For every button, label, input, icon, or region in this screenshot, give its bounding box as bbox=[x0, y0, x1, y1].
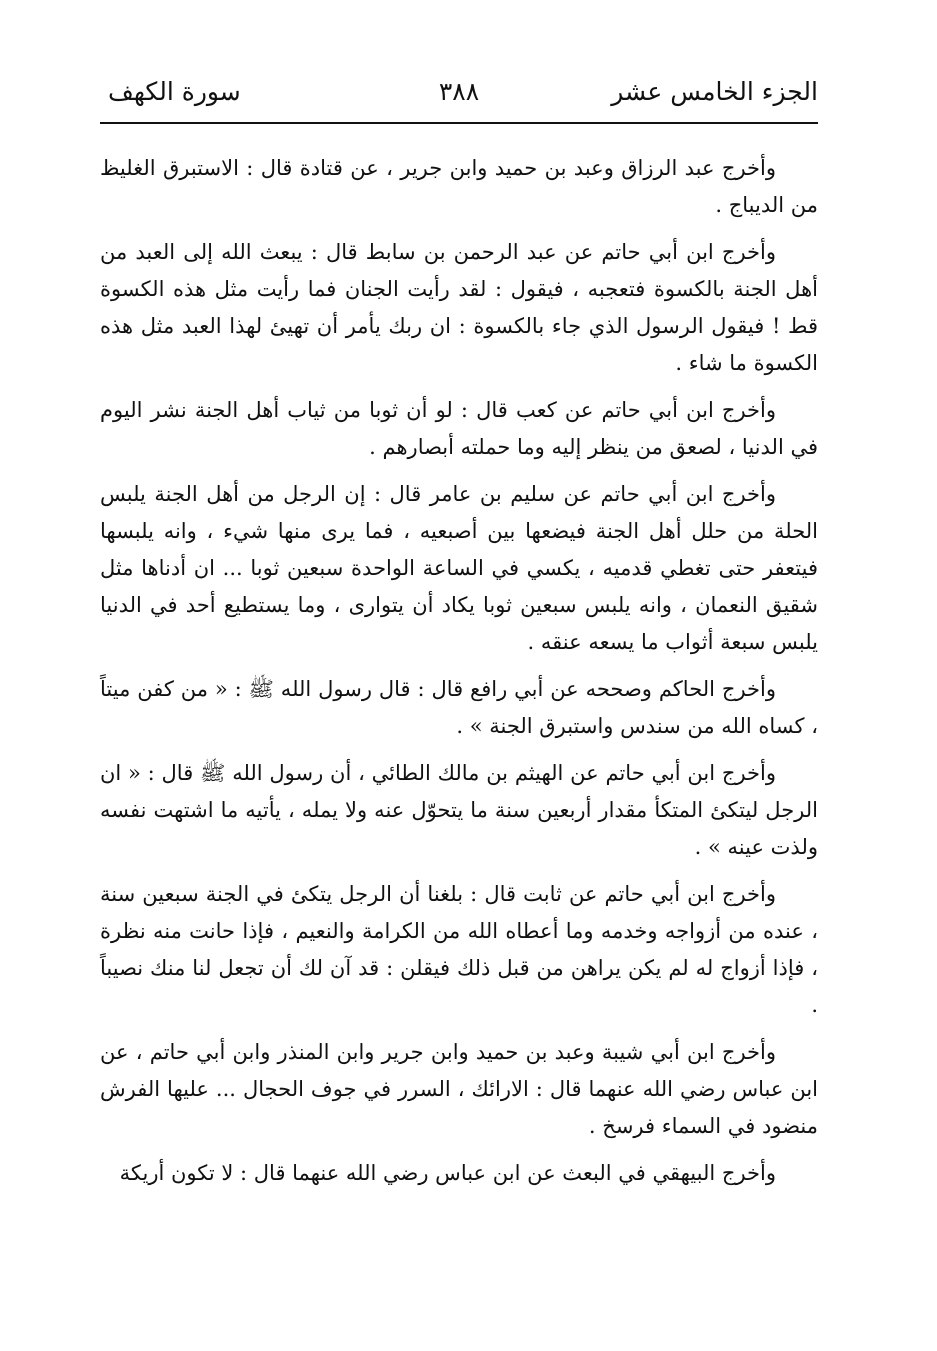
header-rule bbox=[100, 122, 818, 124]
paragraph: وأخرج الحاكم وصححه عن أبي رافع قال : قال رسول الله ﷺ : « من كفن ميتاً ، كساه الله من سندس واستبرق الجنة » . bbox=[100, 677, 818, 738]
book-page bbox=[100, 72, 818, 1202]
paragraph: وأخرج ابن أبي حاتم عن كعب قال : لو أن ثوبا من ثياب أهل الجنة نشر اليوم في الدنيا ، لصعق من ينظر إليه وما حملته أبصارهم . bbox=[100, 398, 818, 459]
paragraph: وأخرج ابن أبي حاتم عن سليم بن عامر قال : إن الرجل من أهل الجنة يلبس الحلة من حلل أهل الجنة فيضعها بين أصبعيه ، فما يرى منها شيء ، وانه يلبسها فيتعفر حتى تغطي قدميه ، يكسي في الساعة الواحدة سبعين ثوبا ... ان أدناها مثل شقيق النعمان ، وانه يلبس سبعين ثوبا يكاد أن يتوارى ، وما يستطيع أحد في الدنيا يلبس سبعة أثواب ما يسعه عنقه . bbox=[100, 482, 818, 654]
paragraph: وأخرج ابن أبي حاتم عن عبد الرحمن بن سابط قال : يبعث الله إلى العبد من أهل الجنة بالكسوة فتعجبه ، فيقول : لقد رأيت الجنان فما رأيت مثل هذه الكسوة قط ! فيقول الرسول الذي جاء بالكسوة : ان ربك يأمر أن تهيئ لهذا العبد مثل هذه الكسوة ما شاء . bbox=[100, 240, 818, 375]
paragraph: وأخرج البيهقي في البعث عن ابن عباس رضي الله عنهما قال : لا تكون أريكة bbox=[119, 1161, 776, 1185]
page-header bbox=[100, 72, 818, 116]
page-body bbox=[100, 150, 818, 1192]
running-head-surah: سورة الكهف bbox=[108, 77, 241, 106]
page-number: ٣٨٨ bbox=[438, 77, 480, 106]
paragraph: وأخرج ابن أبي شيبة وعبد بن حميد وابن جرير وابن المنذر وابن أبي حاتم ، عن ابن عباس رضي الله عنهما قال : الارائك ، السرر في جوف الحجال ... عليها الفرش منضود في السماء فرسخ . bbox=[100, 1040, 818, 1138]
running-head-part: الجزء الخامس عشر bbox=[611, 77, 818, 106]
paragraph: وأخرج ابن أبي حاتم عن الهيثم بن مالك الطائي ، أن رسول الله ﷺ قال : « ان الرجل ليتكئ المتكأ مقدار أربعين سنة ما يتحوّل عنه ولا يمله ، يأتيه ما اشتهت نفسه ولذت عينه » . bbox=[100, 761, 818, 859]
paragraph: وأخرج ابن أبي حاتم عن ثابت قال : بلغنا أن الرجل يتكئ في الجنة سبعين سنة ، عنده من أزواجه وخدمه وما أعطاه الله من الكرامة والنعيم ، فإذا حانت منه نظرة ، فإذا أزواج له لم يكن يراهن من قبل ذلك فيقلن : قد آن لك أن تجعل لنا منك نصيباً . bbox=[100, 882, 818, 1017]
paragraph: وأخرج عبد الرزاق وعبد بن حميد وابن جرير ، عن قتادة قال : الاستبرق الغليظ من الديباج . bbox=[100, 156, 818, 217]
